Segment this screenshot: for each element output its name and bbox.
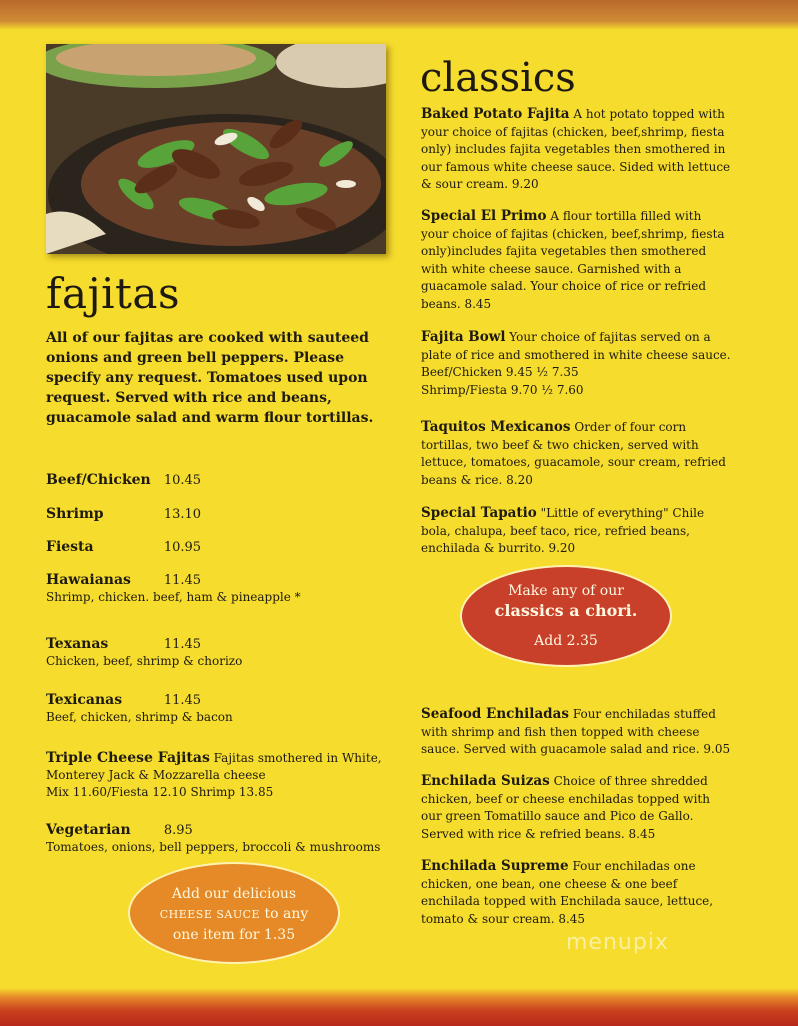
item-description: Choice of three shredded chicken, beef or cheese enchiladas topped with our green Tomatillo sauce and Pico de Gallo. Served with rice & refried beans. 8.45 <box>421 774 710 841</box>
item-name: Fiesta <box>46 539 94 555</box>
fajita-photo <box>46 44 386 254</box>
item-name: Triple Cheese Fajitas <box>46 750 210 766</box>
classic-item <box>421 419 731 489</box>
fajita-item <box>46 822 406 856</box>
menupix-watermark: menupix <box>566 930 669 955</box>
item-description: "Little of everything" Chile bola, chalupa, beef taco, rice, refried beans, enchilada & burrito. 9.20 <box>421 506 705 555</box>
promo-price: one item for 1.35 <box>172 927 296 943</box>
top-border <box>0 0 798 30</box>
item-name: Special Tapatio <box>421 505 537 521</box>
classic-item <box>421 858 731 928</box>
item-description: Beef, chicken, shrimp & bacon <box>46 710 233 724</box>
item-description: Order of four corn tortillas, two beef & two chicken, served with lettuce, tomatoes, guacamole, sour cream, refried beans & rice. 8.20 <box>421 420 726 487</box>
fajita-item <box>46 636 406 670</box>
item-price-line: Shrimp/Fiesta 9.70 ½ 7.60 <box>421 382 584 397</box>
item-description-inline: Fajitas smothered in White, <box>213 751 382 765</box>
cheese-sauce-label: CHEESE SAUCE <box>159 908 261 921</box>
classic-item <box>421 329 731 399</box>
item-name: Enchilada Supreme <box>421 858 569 874</box>
promo-line: Add our delicious <box>171 886 297 902</box>
item-price: 13.10 <box>163 507 202 522</box>
item-description: Four enchiladas stuffed with shrimp and fish then topped with cheese sauce. Served with guacamole salad and rice. 9.05 <box>421 707 731 756</box>
item-price: 11.45 <box>163 573 202 588</box>
cheese-sauce-promo-badge <box>128 862 340 964</box>
item-description: Shrimp, chicken. beef, ham & pineapple * <box>46 590 301 604</box>
item-price: 8.95 <box>163 823 193 838</box>
item-price: 10.45 <box>163 473 202 488</box>
item-prices: Mix 11.60/Fiesta 12.10 Shrimp 13.85 <box>46 785 274 799</box>
item-name: Beef/Chicken <box>46 472 151 488</box>
item-name: Texanas <box>46 636 109 652</box>
item-name: Special El Primo <box>421 208 547 224</box>
item-name: Shrimp <box>46 506 104 522</box>
classic-item <box>421 706 731 759</box>
fajita-item <box>46 506 406 523</box>
promo-line <box>130 904 338 925</box>
promo-line-tail: to any <box>260 906 309 922</box>
item-description: Monterey Jack & Mozzarella cheese <box>46 768 266 782</box>
item-description: Tomatoes, onions, bell peppers, broccoli & mushrooms <box>46 840 381 854</box>
classic-item <box>421 505 731 558</box>
item-name: Seafood Enchiladas <box>421 706 569 722</box>
item-name: Fajita Bowl <box>421 329 506 345</box>
classic-item <box>421 106 731 194</box>
fajita-item <box>46 539 406 556</box>
item-description: Four enchiladas one chicken, one bean, one cheese & one beef enchilada topped with Enchilada sauce, lettuce, tomato & sour cream. 8.45 <box>421 859 714 926</box>
classics-heading: classics <box>420 55 576 101</box>
item-price: 11.45 <box>163 637 202 652</box>
promo-line: classics a chori. <box>494 601 638 620</box>
promo-price: Add 2.35 <box>534 633 598 649</box>
item-price: 11.45 <box>163 693 202 708</box>
item-name: Texicanas <box>46 692 123 708</box>
item-name: Enchilada Suizas <box>421 773 550 789</box>
item-name: Hawaianas <box>46 572 131 588</box>
promo-line: Make any of our <box>508 583 624 599</box>
item-description: Your choice of fajitas served on a plate of rice and smothered in white cheese sauce. <box>421 330 731 362</box>
chori-promo-badge <box>460 565 672 667</box>
bottom-border <box>0 988 798 1026</box>
fajita-item <box>46 692 406 726</box>
item-description: A flour tortilla filled with your choice of fajitas (chicken, beef,shrimp, fiesta only)includes fajita vegetables then smothered with white cheese sauce. Garnished with a guacamole salad. Your choice of rice or refried beans. 8.45 <box>421 209 725 311</box>
item-description: A hot potato topped with your choice of fajitas (chicken, beef,shrimp, fiesta only) includes fajita vegetables then smothered in our famous white cheese sauce. Sided with lettuce & sour cream. 9.20 <box>421 107 731 191</box>
fajitas-heading: fajitas <box>46 269 181 318</box>
item-name: Baked Potato Fajita <box>421 106 570 122</box>
item-name: Taquitos Mexicanos <box>421 419 571 435</box>
fajita-item <box>46 750 406 801</box>
item-name: Vegetarian <box>46 822 131 838</box>
item-description: Chicken, beef, shrimp & chorizo <box>46 654 243 668</box>
item-price: 10.95 <box>163 540 202 555</box>
fajitas-intro: All of our fajitas are cooked with sauteed onions and green bell peppers. Please specify any request. Tomatoes used upon request. Served with rice and beans, guacamole salad and warm flour tortillas. <box>46 330 374 426</box>
fajita-item <box>46 472 406 489</box>
item-price-line: Beef/Chicken 9.45 ½ 7.35 <box>421 365 579 379</box>
fajita-item <box>46 572 406 606</box>
classic-item <box>421 208 731 313</box>
classic-item <box>421 773 731 843</box>
